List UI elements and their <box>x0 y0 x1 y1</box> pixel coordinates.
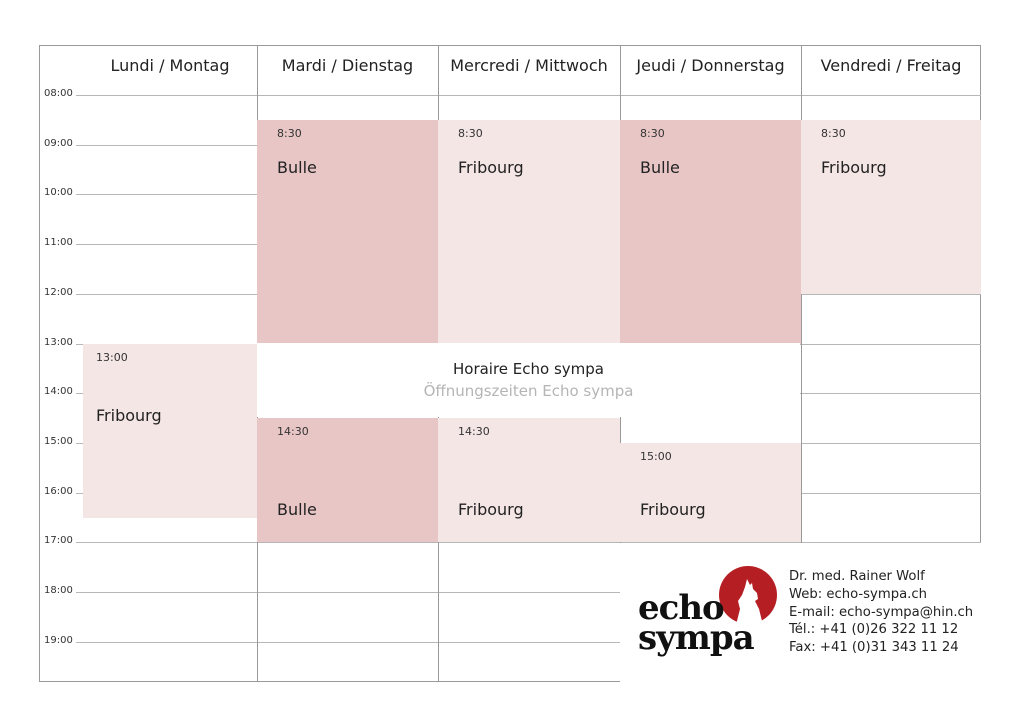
time-label: 19:00 <box>44 635 73 646</box>
contact-email[interactable]: E-mail: echo-sympa@hin.ch <box>789 604 974 620</box>
block-start-time: 15:00 <box>640 450 672 463</box>
contact-name: Dr. med. Rainer Wolf <box>789 569 925 584</box>
time-label: 17:00 <box>44 535 73 546</box>
schedule-block <box>257 120 438 344</box>
time-label: 10:00 <box>44 187 73 198</box>
day-header: Lundi / Montag <box>110 56 230 75</box>
schedule-block <box>801 120 981 294</box>
time-label: 16:00 <box>44 486 73 497</box>
block-start-time: 14:30 <box>277 425 309 438</box>
contact-fax: Fax: +41 (0)31 343 11 24 <box>789 640 959 656</box>
time-label: 18:00 <box>44 585 73 596</box>
logo-line-2: sympa <box>638 618 754 658</box>
schedule-block <box>83 344 257 518</box>
time-label: 09:00 <box>44 138 73 149</box>
time-label: 11:00 <box>44 237 73 248</box>
hour-line <box>76 95 981 96</box>
block-location: Fribourg <box>458 158 524 177</box>
day-header: Jeudi / Donnerstag <box>636 56 785 75</box>
day-header: Mercredi / Mittwoch <box>450 56 608 75</box>
block-location: Bulle <box>640 158 680 177</box>
time-label: 14:00 <box>44 386 73 397</box>
block-start-time: 8:30 <box>640 127 665 140</box>
block-location: Fribourg <box>458 500 524 519</box>
block-start-time: 8:30 <box>458 127 483 140</box>
contact-web[interactable]: Web: echo-sympa.ch <box>789 586 927 602</box>
block-start-time: 13:00 <box>96 351 128 364</box>
time-label: 08:00 <box>44 88 73 99</box>
block-start-time: 8:30 <box>277 127 302 140</box>
contact-info <box>789 568 973 657</box>
block-location: Bulle <box>277 158 317 177</box>
schedule-block <box>620 120 801 344</box>
block-location: Bulle <box>277 500 317 519</box>
logo-line-1: echo <box>638 588 724 628</box>
howling-wolf-moon-icon <box>718 565 778 625</box>
day-header: Mardi / Dienstag <box>281 56 414 75</box>
banner-title: Horaire Echo sympa <box>452 360 604 378</box>
block-location: Fribourg <box>640 500 706 519</box>
time-label: 12:00 <box>44 287 73 298</box>
block-location: Fribourg <box>96 406 162 425</box>
schedule-banner <box>257 343 800 417</box>
banner-subtitle: Öffnungszeiten Echo sympa <box>423 382 634 400</box>
block-start-time: 14:30 <box>458 425 490 438</box>
block-start-time: 8:30 <box>821 127 846 140</box>
day-header: Vendredi / Freitag <box>820 56 962 75</box>
schedule-block <box>438 120 620 344</box>
block-location: Fribourg <box>821 158 887 177</box>
contact-phone: Tél.: +41 (0)26 322 11 12 <box>789 622 959 638</box>
time-label: 15:00 <box>44 436 73 447</box>
time-label: 13:00 <box>44 337 73 348</box>
